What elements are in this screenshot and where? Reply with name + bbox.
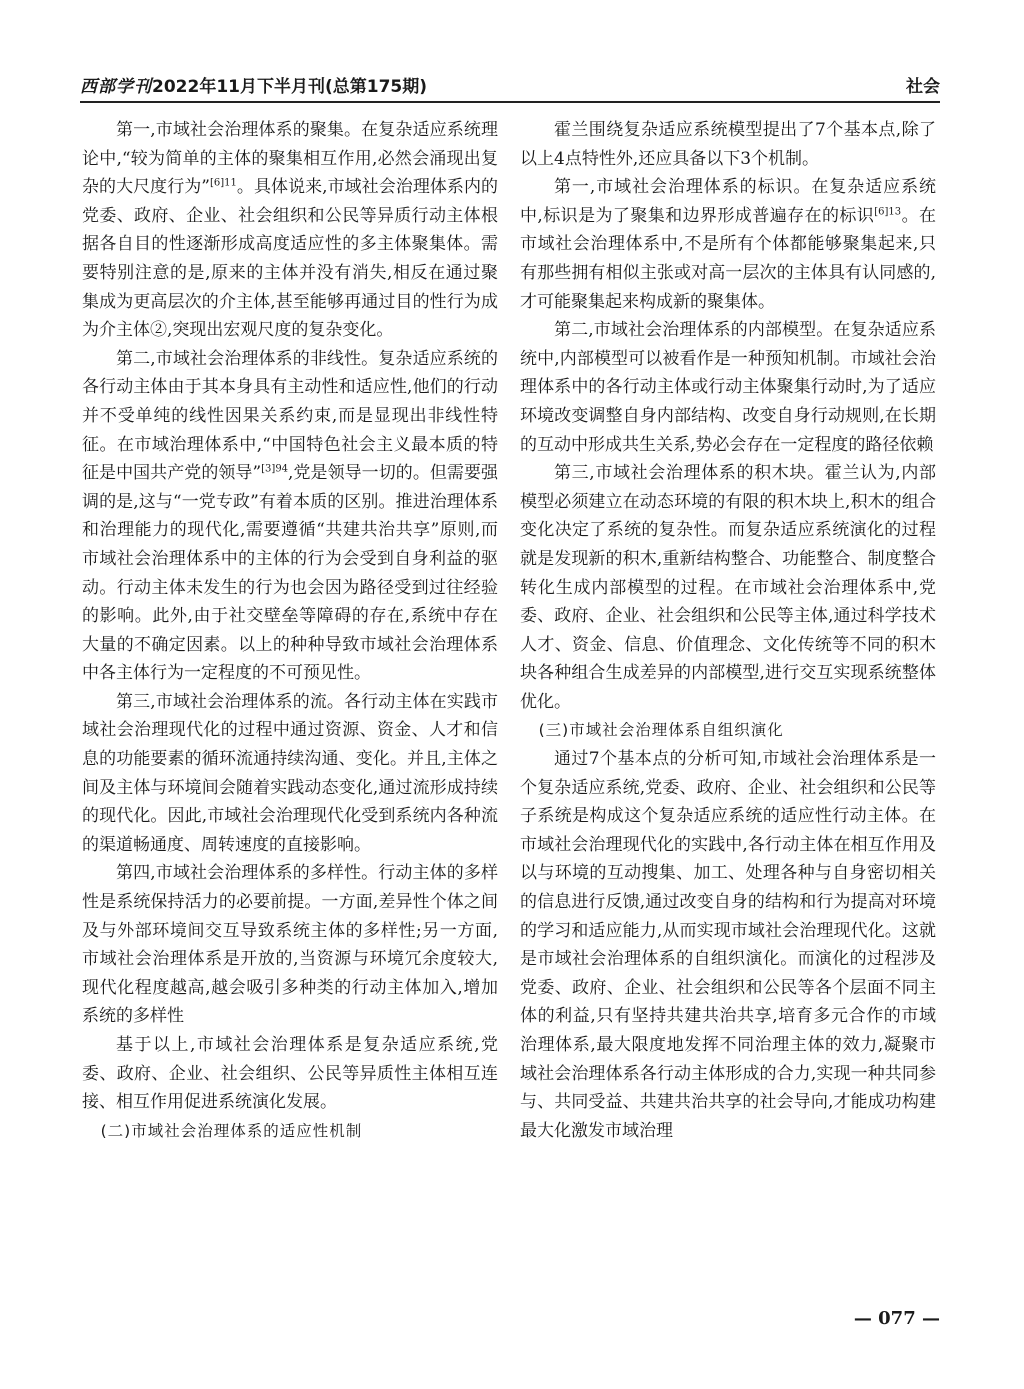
paragraph: 基于以上,市域社会治理体系是复杂适应系统,党委、政府、企业、社会组织、公民等异质性主体相互连接、相互作用促进系统演化发展。 <box>82 1035 498 1113</box>
page-number: — 077 — <box>853 1308 940 1329</box>
journal-title <box>80 72 427 97</box>
paragraph: 第一,市域社会治理体系的聚集。在复杂适应系统理论中,“较为简单的主体的聚集相互作用,必然会涌现出复杂的大尺度行为”$^{[6]11}$。具体说来,市域社会治理体系内的党委、政府、企业、社会组织和公民等异质行动主体根据各自目的性逐渐形成高度适应性的多主体聚集体。需要特别注意的是,原来的主体并没有消失,相反在通过聚集成为更高层次的介主体,甚至能够再通过目的性行为成为介主体②,突现出宏观尺度的复杂变化。 <box>82 120 498 341</box>
page-header <box>80 70 940 102</box>
subheading: (二)市域社会治理体系的适应性机制 <box>100 1121 363 1140</box>
citation: [6]11 <box>210 177 237 189</box>
right-column <box>520 116 936 1306</box>
section-label: 社会 <box>906 77 940 97</box>
paragraph: 第二,市域社会治理体系的非线性。复杂适应系统的各行动主体由于其本身具有主动性和适应性,他们的行动并不受单纯的线性因果关系约束,而是显现出非线性特征。在市域治理体系中,“中国特色社会主义最本质的特征是中国共产党的领导”$^{[3]94}$,党是领导一切的。但需要强调的是,这与“一党专政”有着本质的区别。推进治理体系和治理能力的现代化,需要遵循“共建共治共享”原则,而市域社会治理体系中的主体的行为会受到自身利益的驱动。行动主体未发生的行为也会因为路径受到过往经验的影响。此外,由于社交壁垒等障碍的存在,系统中存在大量的不确定因素。以上的种种导致市域社会治理体系中各主体行为一定程度的不可预见性。 <box>82 348 498 684</box>
paragraph: 通过7个基本点的分析可知,市域社会治理体系是一个复杂适应系统,党委、政府、企业、社会组织和公民等子系统是构成这个复杂适应系统的适应性行动主体。在市域社会治理现代化的实践中,各行动主体在相互作用及以与环境的互动搜集、加工、处理各种与自身密切相关的信息进行反馈,通过改变自身的结构和行为提高对环境的学习和适应能力,从而实现市域社会治理现代化。这就是市域社会治理体系的自组织演化。而演化的过程涉及党委、政府、企业、社会组织和公民等各个层面不同主体的利益,只有坚持共建共治共享,培育多元合作的市域治理体系,最大限度地发挥不同治理主体的效力,凝聚市域社会治理体系各行动主体形成的合力,实现一种共同参与、共同受益、共建共治共享的社会导向,才能成功构建最大化激发市域治理 <box>520 749 936 1141</box>
journal-logo: 西部学刊 <box>80 77 152 97</box>
header-rule <box>80 101 940 103</box>
paragraph: 第三,市域社会治理体系的流。各行动主体在实践市域社会治理现代化的过程中通过资源、资金、人才和信息的功能要素的循环流通持续沟通、变化。并且,主体之间及主体与环境间会随着实践动态变化,通过流形成持续的现代化。因此,市域社会治理现代化受到系统内各种流的渠道畅通度、周转速度的直接影响。 <box>82 691 498 855</box>
paragraph: 第四,市域社会治理体系的多样性。行动主体的多样性是系统保持活力的必要前提。一方面,差异性个体之间及与外部环境间交互导致系统主体的多样性;另一方面,市域社会治理体系是开放的,当资源与环境冗余度较大,现代化程度越高,越会吸引多种类的行动主体加入,增加系统的多样性 <box>82 863 498 1027</box>
paragraph: 第三,市域社会治理体系的积木块。霍兰认为,内部模型必须建立在动态环境的有限的积木块上,积木的组合变化决定了系统的复杂性。而复杂适应系统演化的过程就是发现新的积木,重新结构整合、功能整合、制度整合转化生成内部模型的过程。在市域社会治理体系中,党委、政府、企业、社会组织和公民等主体,通过科学技术人才、资金、信息、价值理念、文化传统等不同的积木块各种组合生成差异的内部模型,进行交互实现系统整体优化。 <box>520 463 936 712</box>
subheading: (三)市域社会治理体系自组织演化 <box>538 721 784 740</box>
paragraph: 霍兰围绕复杂适应系统模型提出了7个基本点,除了以上4点特性外,还应具备以下3个机制。 <box>520 120 936 169</box>
journal-issue: 2022年11月下半月刊(总第175期) <box>152 77 427 97</box>
paragraph: 第一,市域社会治理体系的标识。在复杂适应系统中,标识是为了聚集和边界形成普遍存在的标识$^{[6]13}$。在市域社会治理体系中,不是所有个体都能够聚集起来,只有那些拥有相似主张或对高一层次的主体具有认同感的,才可能聚集起来构成新的聚集体。 <box>520 177 936 312</box>
citation: [3]94 <box>261 463 289 475</box>
left-column <box>82 116 498 1306</box>
paragraph: 第二,市域社会治理体系的内部模型。在复杂适应系统中,内部模型可以被看作是一种预知机制。市域社会治理体系中的各行动主体或行动主体聚集行动时,为了适应环境改变调整自身内部结构、改变自身行动规则,在长期的互动中形成共生关系,势必会存在一定程度的路径依赖 <box>520 320 936 455</box>
citation: [6]13 <box>874 206 902 218</box>
